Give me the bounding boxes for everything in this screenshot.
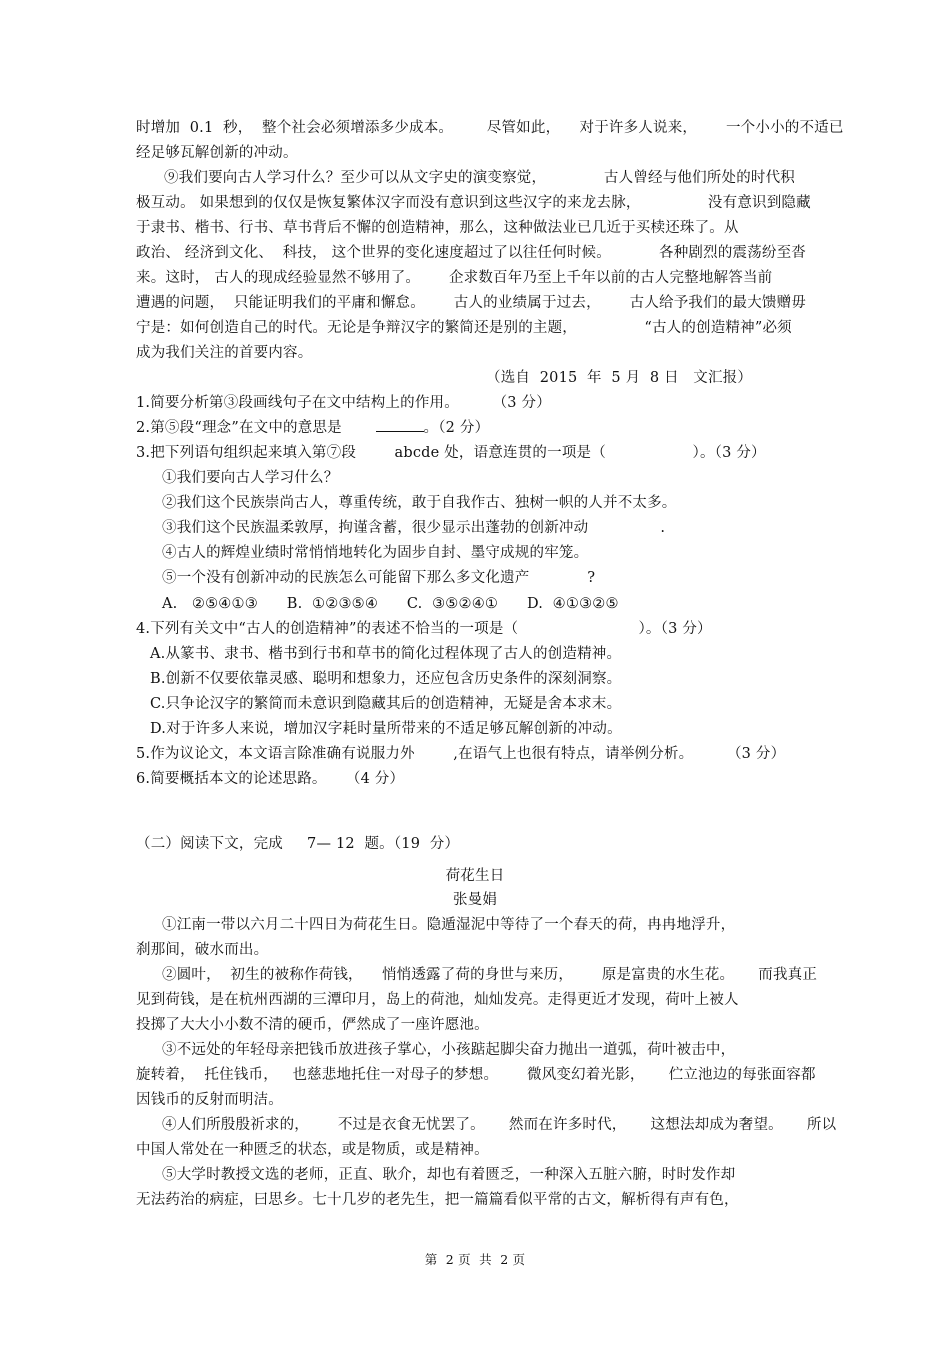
body-line: 无法药治的病症，曰思乡。七十几岁的老先生，把一篇篇看似平常的古文，解析得有声有色， (136, 1192, 739, 1208)
question-2-text: 2.第⑤段“理念”在文中的意思是 (136, 420, 376, 436)
q3-sentence-3: ③我们这个民族温柔敦厚，拘谨含蓄，很少显示出蓬勃的创新冲动 . (162, 520, 666, 536)
paragraph-4-start: ④人们所殷殷祈求的， 不过是衣食无忧罢了。 然而在许多时代， 这想法却成为奢望。 所以 (162, 1117, 837, 1133)
paragraph-2-start: ②圆叶， 初生的被称作荷钱， 悄悄透露了荷的身世与来历， 原是富贵的水生花。 而我真正 (162, 967, 818, 983)
section-2-heading: （二）阅读下文，完成 7— 12 题。（19 分） (136, 836, 460, 852)
body-line: 因钱币的反射而明洁。 (136, 1092, 283, 1108)
body-line: 成为我们关注的首要内容。 (136, 345, 313, 361)
body-line: 见到荷钱，是在杭州西湖的三潭印月，岛上的荷池，灿灿发亮。走得更近才发现，荷叶上被人 (136, 992, 739, 1008)
q3-sentence-4: ④古人的辉煌业绩时常悄悄地转化为固步自封、墨守成规的牢笼。 (162, 545, 589, 561)
article-author: 张曼娟 (452, 892, 498, 908)
page-footer: 第 2 页 共 2 页 (424, 1252, 526, 1267)
body-line: 投掷了大大小小数不清的硬币，俨然成了一座许愿池。 (136, 1017, 489, 1033)
q4-option-c: C.只争论汉字的繁简而未意识到隐藏其后的创造精神，无疑是舍本求末。 (150, 696, 622, 712)
body-line: 极互动。 如果想到的仅仅是恢复繁体汉字而没有意识到这些汉字的来龙去脉， 没有意识到隐藏 (136, 195, 811, 211)
question-2 (136, 418, 489, 438)
q4-option-b: B.创新不仅要依靠灵感、聪明和想象力，还应包含历史条件的深刻洞察。 (150, 671, 622, 687)
body-line: 旋转着， 托住钱币， 也慈悲地托住一对母子的梦想。 微风变幻着光影， 伫立池边的每张面容都 (136, 1067, 816, 1083)
q3-sentence-2: ②我们这个民族崇尚古人，尊重传统，敢于自我作古、独树一帜的人并不太多。 (162, 495, 677, 511)
question-4: 4.下列有关文中“古人的创造精神”的表述不恰当的一项是（ ）。（3 分） (136, 621, 712, 637)
body-line: 时增加 0.1 秒， 整个社会必须增添多少成本。 尽管如此， 对于许多人说来， 一个小小的不适已 (136, 120, 844, 136)
answer-blank (376, 419, 424, 432)
paragraph-3-start: ③不远处的年轻母亲把钱币放进孩子掌心，小孩踮起脚尖奋力抛出一道弧，荷叶被击中， (162, 1042, 736, 1058)
question-3: 3.把下列语句组织起来填入第⑦段 abcde 处，语意连贯的一项是（ ）。（3 分） (136, 445, 766, 461)
body-line: 中国人常处在一种匮乏的状态，或是物质，或是精神。 (136, 1142, 489, 1158)
question-1: 1.简要分析第③段画线句子在文中结构上的作用。 （3 分） (136, 395, 551, 411)
q4-option-a: A.从篆书、隶书、楷书到行书和草书的简化过程体现了古人的创造精神。 (150, 646, 622, 662)
body-line: 来。这时， 古人的现成经验显然不够用了。 企求数百年乃至上千年以前的古人完整地解答当前 (136, 270, 773, 286)
source-note: （选自 2015 年 5 月 8 日 文汇报） (486, 370, 753, 386)
q3-sentence-1: ①我们要向古人学习什么？ (162, 470, 339, 486)
q4-option-d: D.对于许多人来说，增加汉字耗时量所带来的不适足够瓦解创新的冲动。 (150, 721, 622, 737)
paragraph-9-start: ⑨我们要向古人学习什么？至少可以从文字史的演变察觉， 古人曾经与他们所处的时代积 (164, 170, 796, 186)
body-line: 经足够瓦解创新的冲动。 (136, 145, 298, 161)
question-5: 5.作为议论文，本文语言除准确有说服力外 ,在语气上也很有特点，请举例分析。 （3 分） (136, 746, 786, 762)
q3-options: A. ②⑤④①③ B. ①②③⑤④ C. ③⑤②④① D. ④①③②⑤ (162, 596, 619, 612)
q3-sentence-5: ⑤一个没有创新冲动的民族怎么可能留下那么多文化遗产 ? (162, 570, 596, 586)
paragraph-5-start: ⑤大学时教授文选的老师，正直、耿介，却也有着匮乏，一种深入五脏六腑，时时发作却 (162, 1167, 736, 1183)
question-6: 6.简要概括本文的论述思路。 （4 分） (136, 771, 405, 787)
body-line: 政治、 经济到文化、 科技， 这个世界的变化速度超过了以往任何时候。 各种剧烈的震荡纷至沓 (136, 245, 807, 261)
paragraph-1-start: ①江南一带以六月二十四日为荷花生日。隐遁湿泥中等待了一个春天的荷，冉冉地浮升， (162, 917, 736, 933)
question-2-score: 。（2 分） (423, 420, 490, 436)
body-line: 于隶书、楷书、行书、草书背后不懈的创造精神，那么，这种做法业已几近于买椟还珠了。从 (136, 220, 739, 236)
body-line: 宁是：如何创造自己的时代。无论是争辩汉字的繁简还是别的主题， “古人的创造精神”必须 (136, 320, 792, 336)
body-line: 遭遇的问题， 只能证明我们的平庸和懈怠。 古人的业绩属于过去， 古人给予我们的最大馈赠毋 (136, 295, 807, 311)
body-line: 刹那间，破水而出。 (136, 942, 269, 958)
article-title: 荷花生日 (445, 868, 505, 884)
